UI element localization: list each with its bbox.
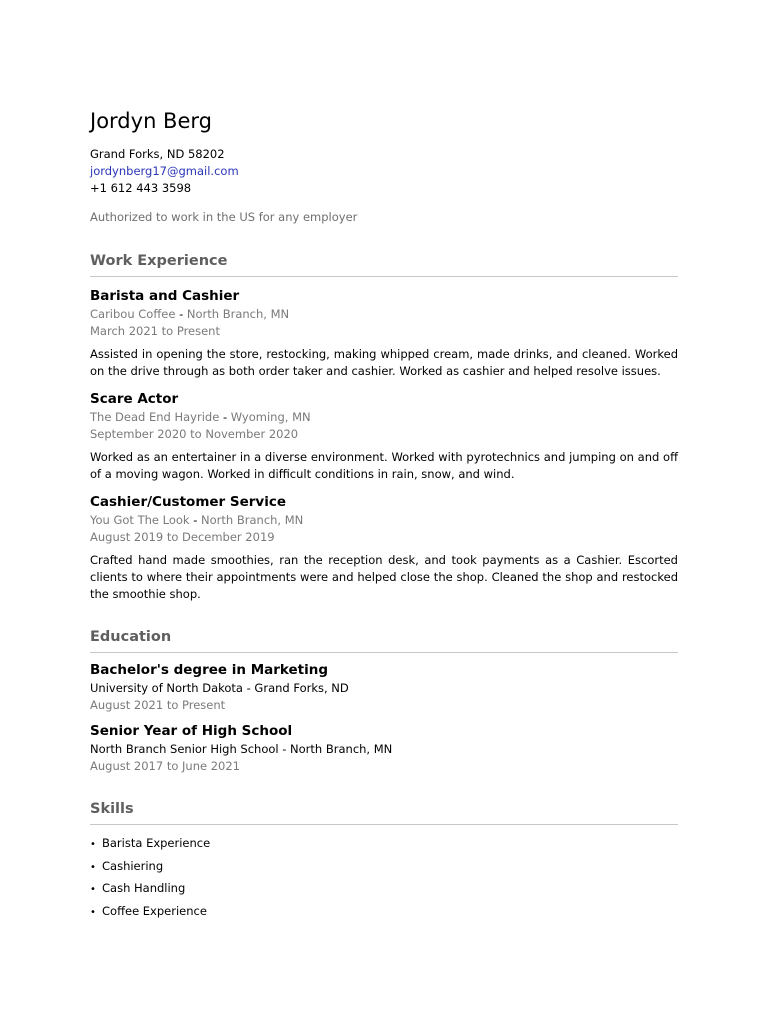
education-dates: August 2017 to June 2021 — [90, 759, 240, 773]
job-description: Crafted hand made smoothies, ran the reception desk, and took payments as a Cashier. Escorted clients to where their appointments were and helped close the shop. Cleaned the shop and restocked the smoothie shop. — [90, 553, 678, 601]
job-title: Scare Actor — [90, 391, 179, 407]
skill-item — [90, 833, 678, 856]
job-dates: August 2019 to December 2019 — [90, 530, 275, 544]
bullet-icon: • — [90, 861, 96, 873]
separator: - — [175, 307, 187, 321]
job-description: Assisted in opening the store, restocking, making whipped cream, made drinks, and cleaned. Worked on the drive through as both order taker and cashier. Worked as cashier and helped resolve issues. — [90, 347, 678, 378]
job-title: Barista and Cashier — [90, 288, 240, 304]
separator: - — [189, 513, 202, 527]
job-location: North Branch, MN — [186, 307, 290, 321]
education-entry — [90, 661, 678, 714]
education-heading: Education — [90, 627, 678, 653]
skill-label: Cash Handling — [102, 881, 186, 895]
bullet-icon: • — [90, 839, 96, 850]
address: Grand Forks, ND 58202 — [90, 147, 225, 161]
school-location: University of North Dakota - Grand Forks, ND — [90, 681, 349, 695]
job-location: North Branch, MN — [201, 513, 304, 527]
school-location: North Branch Senior High School - North Branch, MN — [90, 742, 393, 756]
degree-title: Bachelor's degree in Marketing — [90, 662, 329, 678]
skill-item — [90, 878, 678, 901]
resume-content — [90, 107, 678, 923]
work-experience-heading: Work Experience — [90, 251, 678, 277]
job-dates: September 2020 to November 2020 — [90, 427, 299, 441]
phone-number: +1 612 443 3598 — [90, 181, 192, 195]
skill-label: Coffee Experience — [102, 903, 207, 918]
skill-label: Cashiering — [102, 858, 164, 873]
education-dates: August 2021 to Present — [90, 698, 226, 712]
degree-title: Senior Year of High School — [90, 723, 293, 739]
bullet-icon: • — [90, 884, 96, 895]
email-link[interactable]: jordynberg17@gmail.com — [90, 164, 239, 178]
job-company-location — [90, 409, 678, 426]
job-title: Cashier/Customer Service — [90, 494, 287, 510]
skills-heading: Skills — [90, 799, 678, 825]
education-entry — [90, 722, 678, 775]
job-company: The Dead End Hayride — [90, 410, 220, 424]
job-company-location — [90, 512, 678, 529]
job-entry — [90, 493, 678, 603]
skill-item — [90, 856, 678, 879]
job-company-location — [90, 306, 678, 323]
job-entry — [90, 390, 678, 483]
contact-block — [90, 146, 678, 197]
job-entry — [90, 287, 678, 380]
skills-list — [90, 833, 678, 923]
separator: - — [219, 410, 231, 424]
skill-item — [90, 901, 678, 924]
bullet-icon: • — [90, 906, 96, 918]
candidate-name: Jordyn Berg — [90, 109, 212, 133]
job-company: You Got The Look — [90, 513, 190, 527]
job-location: Wyoming, MN — [230, 410, 311, 424]
skill-label: Barista Experience — [102, 836, 211, 850]
job-company: Caribou Coffee — [90, 307, 176, 321]
job-description: Worked as an entertainer in a diverse environment. Worked with pyrotechnics and jumping on and off of a moving wagon. Worked in difficult conditions in rain, snow, and wind. — [90, 450, 678, 481]
job-dates: March 2021 to Present — [90, 324, 220, 338]
work-authorization: Authorized to work in the US for any employer — [90, 210, 358, 224]
